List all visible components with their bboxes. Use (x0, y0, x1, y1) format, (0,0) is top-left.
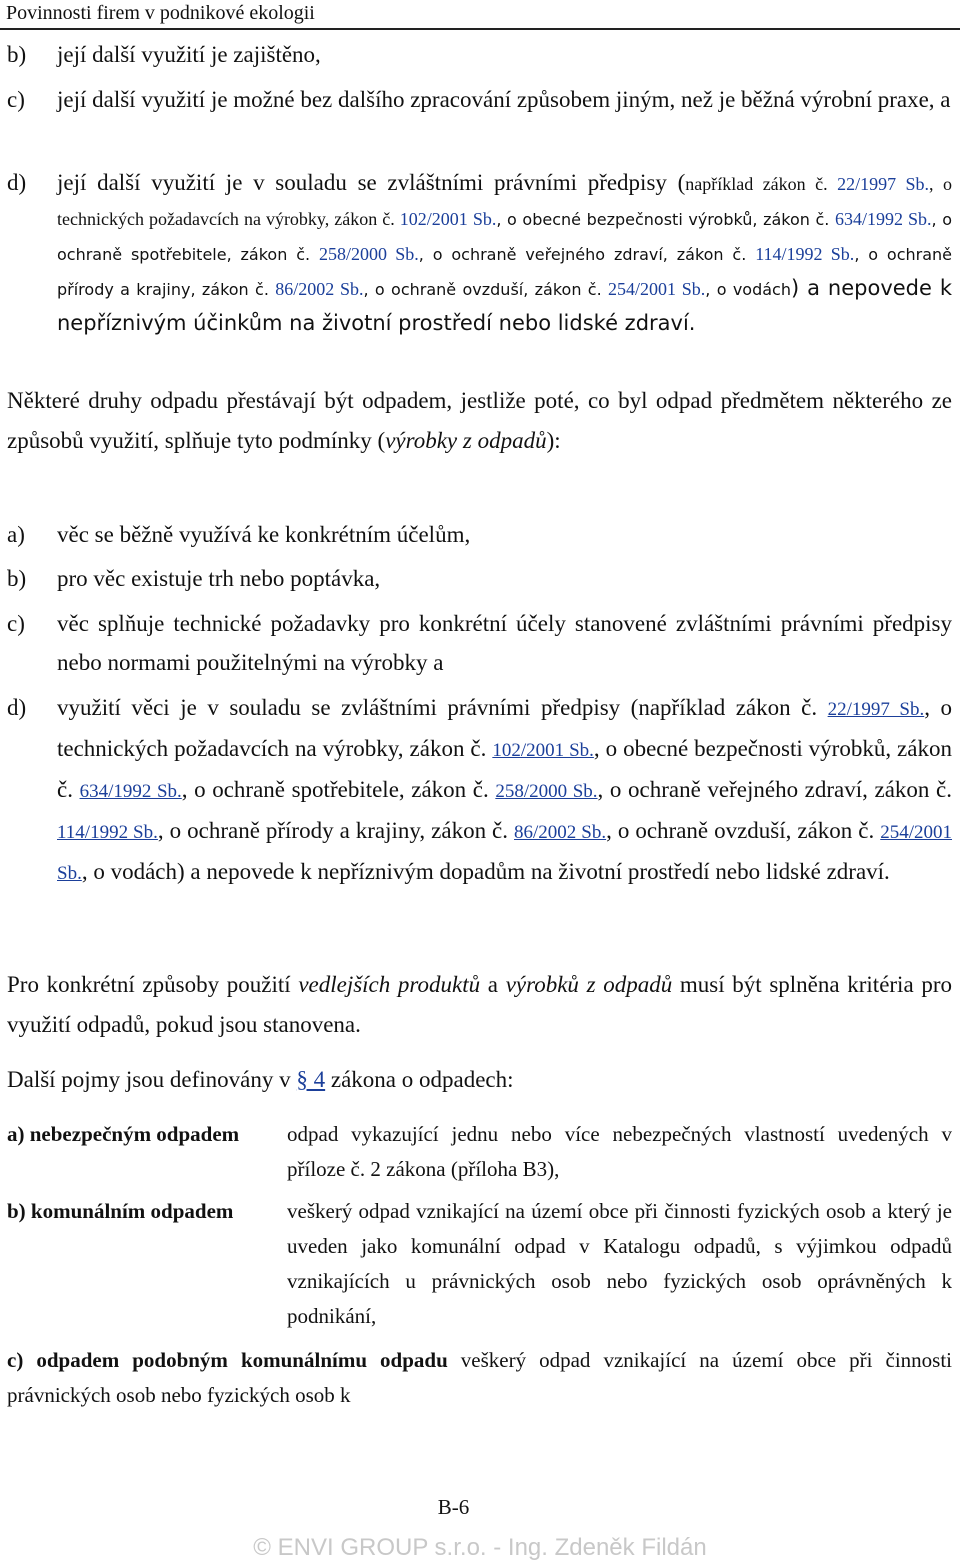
law-link[interactable]: 102/2001 Sb. (492, 740, 594, 761)
list-label: b) (7, 42, 27, 67)
definition (7, 1343, 952, 1413)
law-link[interactable]: 254/2001 Sb. (608, 279, 706, 299)
law-link[interactable]: 634/1992 Sb. (79, 781, 182, 802)
page-header (0, 0, 960, 30)
definition-term: a) nebezpečným odpadem (7, 1122, 240, 1146)
list-text: věc se běžně využívá ke konkrétním účelům, (57, 522, 471, 547)
paragraph: Některé druhy odpadu přestávají být odpadem, jestliže poté, co byl odpad předmětem některého ze způsobů využití, splňuje tyto podmínky (výrobky z odpadů): (7, 388, 952, 453)
definition-text: veškerý odpad vznikající na území obce při činnosti právnických osob nebo fyzických osob k (7, 1348, 952, 1407)
definition-row (7, 1343, 952, 1413)
page-number: B-6 (437, 1495, 470, 1519)
definition-text: odpad vykazující jednu nebo více nebezpečných vlastností uvedených v příloze č. 2 zákona (příloha B3), (287, 1122, 952, 1181)
law-link[interactable]: 258/2000 Sb. (318, 244, 419, 264)
list-label: d) (7, 695, 27, 720)
law-link[interactable]: 86/2002 Sb. (275, 279, 364, 299)
list-label: c) (7, 87, 25, 112)
list-text: věc splňuje technické požadavky pro konkrétní účely stanovené zvláštními právními předpisy nebo normami použitelnými na výrobky a (57, 611, 952, 675)
paragraph: Další pojmy jsou definovány v § 4 zákona o odpadech: (7, 1067, 514, 1092)
list-label: c) (7, 611, 25, 636)
header-title: Povinnosti firem v podnikové ekologii (6, 2, 315, 24)
law-link[interactable]: 22/1997 Sb. (827, 699, 925, 720)
list-text: pro věc existuje trh nebo poptávka, (57, 566, 381, 591)
law-link[interactable]: 254/2001 Sb. (57, 822, 953, 884)
list-text: její další využití je možné bez dalšího zpracování způsobem jiným, než je běžná výrobní praxe, a (57, 87, 951, 112)
definition (7, 1117, 952, 1187)
law-link[interactable]: 114/1992 Sb. (755, 244, 855, 264)
footer-copyright: © ENVI GROUP s.r.o. - Ing. Zdeněk Fildán (253, 1534, 707, 1561)
list-label: a) (7, 522, 25, 547)
definition-term: b) komunálním odpadem (7, 1199, 234, 1223)
law-link[interactable]: 102/2001 Sb. (399, 209, 497, 229)
list-text: využití věci je v souladu se zvláštními právními předpisy (například zákon č. 22/1997 Sb., o technických požadavcích na výrobky, zákon č. 102/2001 Sb., o obecné bezpečnosti výrobků, zákon č. 634/1992 Sb., o ochraně spotřebitele, zákon č. 258/2000 Sb., o ochraně veřejného zdraví, zákon č. 114/1992 Sb., o ochraně přírody a krajiny, zákon č. 86/2002 Sb., o ochraně ovzduší, zákon č. 254/2001 Sb., o vodách) a nepovede k nepříznivým dopadům na životní prostředí nebo lidské zdraví. (57, 695, 953, 884)
law-link[interactable]: 258/2000 Sb. (495, 781, 598, 802)
header-rule (0, 28, 960, 30)
list-label: b) (7, 566, 27, 591)
list-label: d) (7, 170, 27, 195)
law-link[interactable]: 114/1992 Sb. (57, 822, 158, 843)
section-link[interactable]: § 4 (296, 1067, 326, 1092)
list-text: její další využití je v souladu se zvláštními právními předpisy (například zákon č. 22/1997 Sb., o technických požadavcích na výrobky, zákon č. 102/2001 Sb., o obecné bezpečnosti výrobků, zákon č. 634/1992 Sb., o ochraně spotřebitele, zákon č. 258/2000 Sb., o ochraně veřejného zdraví, zákon č. 114/1992 Sb., o ochraně přírody a krajiny, zákon č. 86/2002 Sb., o ochraně ovzduší, zákon č. 254/2001 Sb., o vodách) a nepovede k nepříznivým účinkům na životní prostředí nebo lidské zdraví. (57, 170, 953, 335)
definition-text: veškerý odpad vznikající na území obce při činnosti fyzických osob a který je uveden jako komunální odpad v Katalogu odpadů, s výjimkou odpadů vznikajících u právnických osob nebo fyzických osob oprávněných k podnikání, (287, 1199, 952, 1328)
law-link[interactable]: 634/1992 Sb. (834, 209, 932, 229)
definition (7, 1194, 952, 1334)
list-text: její další využití je zajištěno, (57, 42, 321, 67)
paragraph: Pro konkrétní způsoby použití vedlejších produktů a výrobků z odpadů musí být splněna kritéria pro využití odpadů, pokud jsou stanovena. (7, 972, 952, 1037)
definition-term: c) odpadem podobným komunálnímu odpadu (7, 1348, 448, 1372)
law-link[interactable]: 86/2002 Sb. (514, 822, 607, 843)
law-link[interactable]: 22/1997 Sb. (837, 174, 930, 194)
